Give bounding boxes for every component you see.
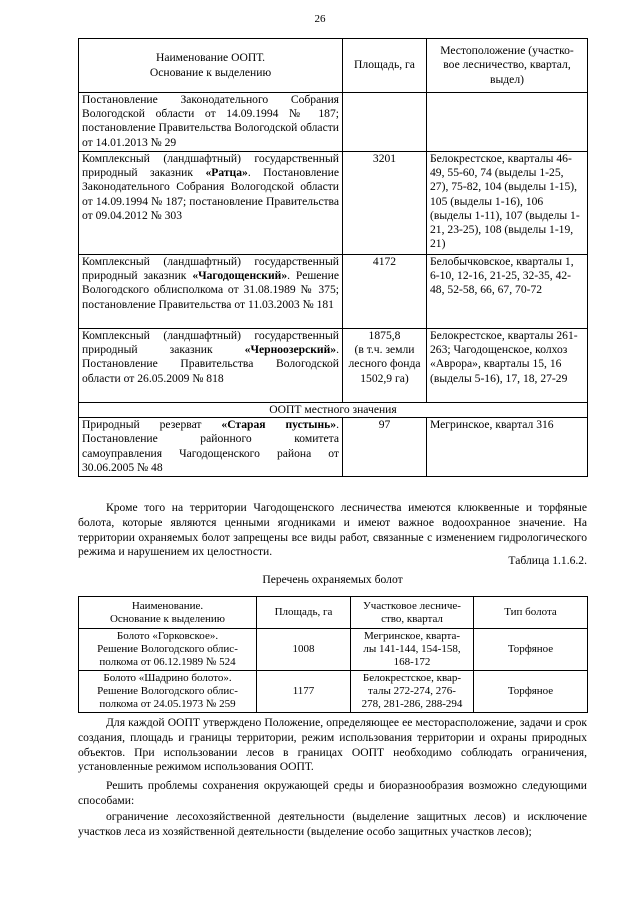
header-type: Тип болота: [474, 597, 588, 629]
bog-area: 1177: [257, 671, 351, 713]
bog-type: Торфяное: [474, 629, 588, 671]
oopt-table: [78, 38, 588, 477]
oopt-location: Белокрестское, кварталы 46-49, 55-60, 74 (выделы 1-25, 27), 75-82, 104 (выделы 1-15), 105 (выделы 1-16), 106 (выделы 1-11), 107 (выделы 1-21, 23-25), 108 (выделы 1-19, 21): [427, 152, 588, 255]
bog-name: Болото «Горковское». Решение Вологодского облис- полкома от 06.12.1989 № 524: [79, 629, 257, 671]
oopt-location: Белобычковское, кварталы 1, 6-10, 12-16, 21-25, 32-35, 42-48, 52-58, 66, 67, 70-72: [427, 255, 588, 329]
section-label: ООПТ местного значения: [79, 403, 588, 418]
page-number: 26: [314, 13, 326, 25]
bog-name: Болото «Шадрино болото». Решение Вологодского облис- полкома от 24.05.1973 № 259: [79, 671, 257, 713]
oopt-area: 3201: [343, 152, 427, 255]
oopt-location: [427, 93, 588, 152]
oopt-location: Белокрестское, кварталы 261-263; Чагодощенское, колхоз «Аврора», кварталы 15, 16 (выделы 5-16), 17, 18, 27-29: [427, 329, 588, 403]
oopt-name: Постановление Законодательного Собрания Вологодской области от 14.09.1994 № 187; постановление Правительства Вологодской области от 14.01.2013 № 29: [79, 93, 343, 152]
section-row: [79, 403, 588, 418]
oopt-name: Комплексный (ландшафтный) государственный природный заказник «Чагодощенский». Решение Вологодского облисполкома от 31.08.1989 № 375; постановление Правительства от 11.03.2003 № 181: [79, 255, 343, 329]
table-title: Перечень охраняемых болот: [262, 573, 403, 586]
header-name: Наименование ООПТ. Основание к выделению: [79, 39, 343, 93]
header-location: Участковое лесниче- ство, квартал: [351, 597, 474, 629]
table-number-label: Таблица 1.1.6.2.: [508, 554, 587, 567]
table-row: [79, 93, 588, 152]
paragraph-restriction: ограничение лесохозяйственной деятельности (выделение защитных лесов) и исключение участков леса из хозяйственной деятельности (выделение особо защитных участков лесов);: [78, 810, 587, 838]
oopt-table-header: [79, 39, 588, 93]
oopt-area: 97: [343, 418, 427, 477]
paragraph-bogs: Кроме того на территории Чагодощенского лесничества имеются клюквенные и торфяные болота, которые являются ценными ягодниками и имеют важное водоохранное значение. На территории охраняемых болот запрещены все виды работ, связанные с изменением гидрологического режима и нарушением их целостности.: [78, 501, 587, 559]
oopt-area: 1875,8 (в т.ч. земли лесного фонда 1502,9 га): [343, 329, 427, 403]
oopt-name: Природный резерват «Старая пустынь». Постановление районного комитета самоуправления Чагодощенского района от 30.06.2005 № 48: [79, 418, 343, 477]
oopt-name: Комплексный (ландшафтный) государственный природный заказник «Черноозерский». Постановление Правительства Вологодской области от 26.05.2009 № 818: [79, 329, 343, 403]
header-area: Площадь, га: [257, 597, 351, 629]
bog-type: Торфяное: [474, 671, 588, 713]
paragraph-solutions: Решить проблемы сохранения окружающей среды и биоразнообразия возможно следующими способами:: [78, 779, 587, 807]
table-row: [79, 152, 588, 255]
oopt-area: 4172: [343, 255, 427, 329]
header-location: Местоположение (участко- вое лесничество, квартал, выдел): [427, 39, 588, 93]
table-row: [79, 629, 588, 671]
header-name: Наименование. Основание к выделению: [79, 597, 257, 629]
table-row: [79, 418, 588, 477]
paragraph-regulations: Для каждой ООПТ утверждено Положение, определяющее ее месторасположение, задачи и срок создания, площадь и границы территории, режим использования территории и охраны природных объектов. При использовании лесов в границах ООПТ необходимо соблюдать ограничения, установленные режимом использования ООПТ.: [78, 716, 587, 774]
oopt-location: Мегринское, квартал 316: [427, 418, 588, 477]
bogs-table: [78, 596, 588, 713]
table-row: [79, 255, 588, 329]
oopt-area: [343, 93, 427, 152]
bog-location: Мегринское, кварта- лы 141-144, 154-158, 168-172: [351, 629, 474, 671]
bogs-table-header: [79, 597, 588, 629]
header-area: Площадь, га: [343, 39, 427, 93]
table-row: [79, 671, 588, 713]
bog-area: 1008: [257, 629, 351, 671]
table-row: [79, 329, 588, 403]
oopt-name: Комплексный (ландшафтный) государственный природный заказник «Ратца». Постановление Законодательного Собрания Вологодской области от 14.09.1994 № 187; постановление Правительства от 09.04.2012 № 303: [79, 152, 343, 255]
bog-location: Белокрестское, квар- талы 272-274, 276- 278, 281-286, 288-294: [351, 671, 474, 713]
